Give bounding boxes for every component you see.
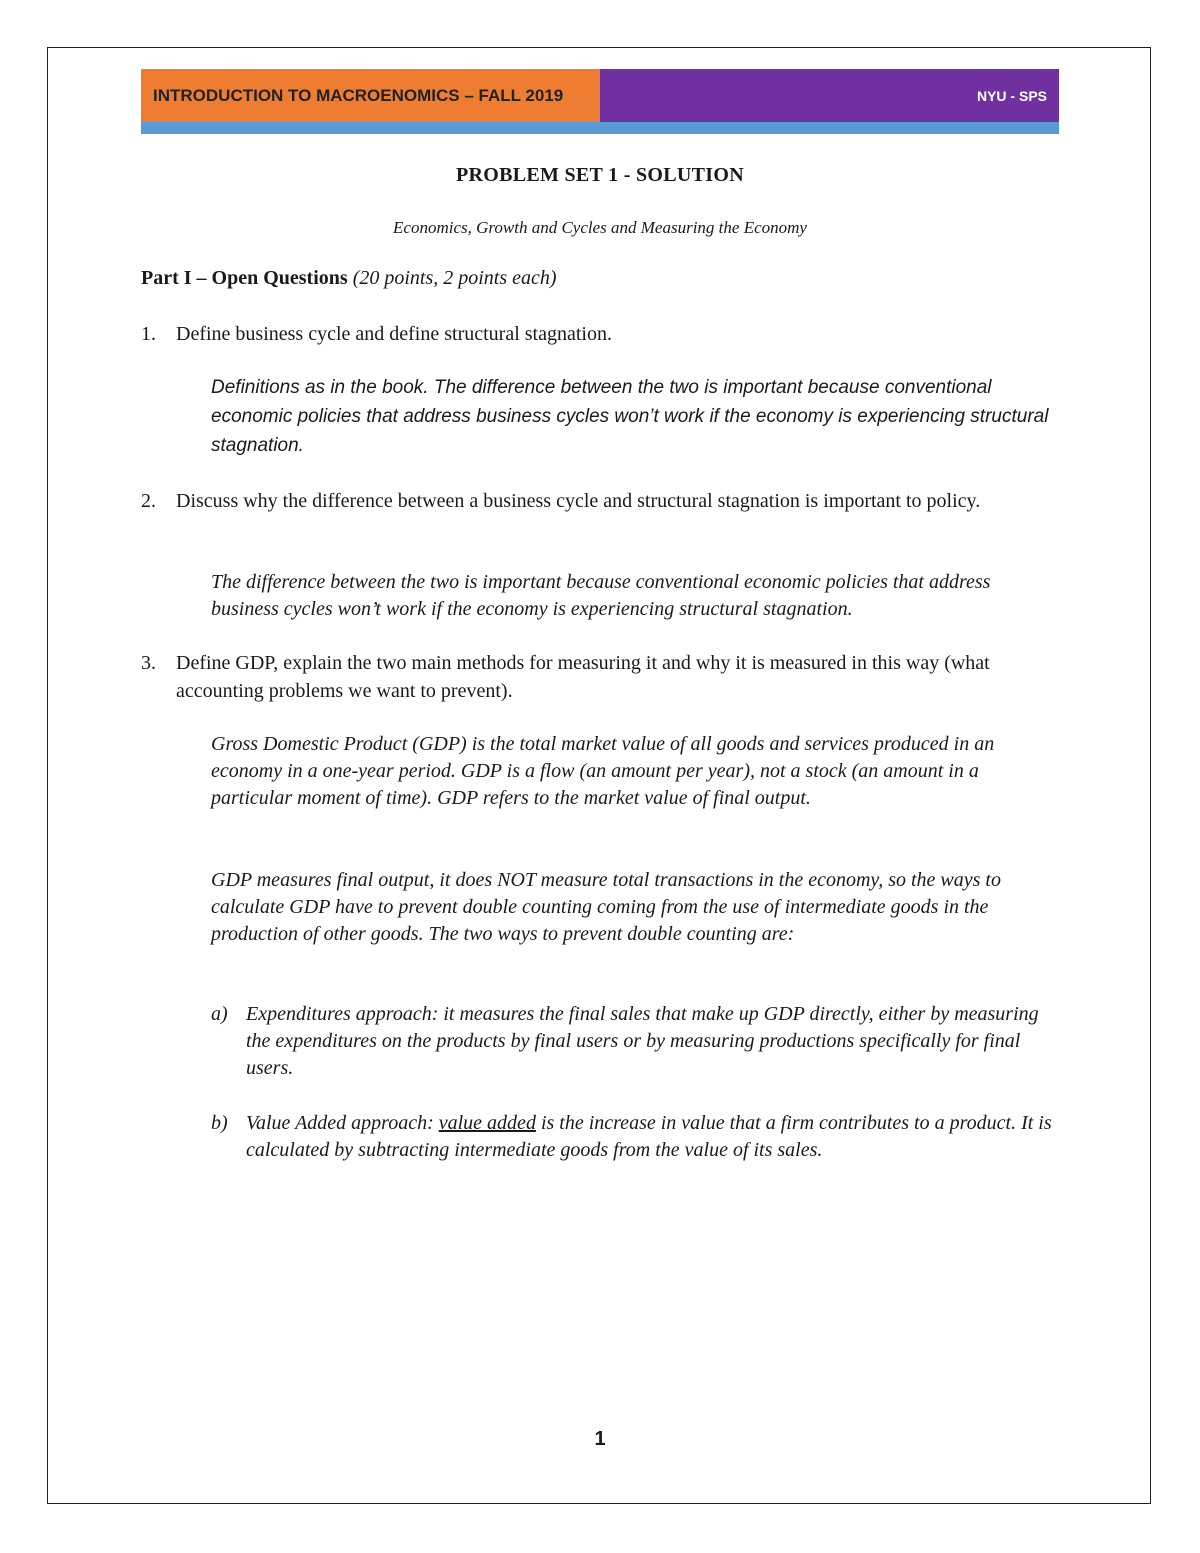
value-added-term: value added [438,1112,536,1134]
part-heading [141,267,557,290]
question-number: 1. [141,323,156,345]
list-item-b [211,1110,1061,1164]
school-name: NYU - SPS [600,69,1059,122]
question-text: Define business cycle and define structural stagnation. [176,323,612,345]
header-band [141,69,1059,122]
value-added-definition: is the increase in value that a firm contributes to a product. It is calculated by subtracting intermediate goods from the value of its sales. [246,1112,1052,1161]
course-title: INTRODUCTION TO MACROENOMICS – FALL 2019 [141,69,600,122]
question-text: Discuss why the difference between a business cycle and structural stagnation is important to policy. [176,490,981,512]
question-text: Define GDP, explain the two main methods for measuring it and why it is measured in this way (what accounting problems we want to prevent). [176,652,990,702]
answer-2: The difference between the two is important because conventional economic policies that address business cycles won’t work if the economy is experiencing structural stagnation. [211,571,991,620]
list-item-a [211,1001,1061,1082]
question-number: 3. [141,652,156,674]
answer-3-paragraph-1: Gross Domestic Product (GDP) is the total market value of all goods and services produced in an economy in a one-year period. GDP is a flow (an amount per year), not a stock (an amount in a particular moment of time). GDP refers to the market value of final output. [211,733,995,809]
list-item-text [246,1110,1061,1164]
part-heading-points: (20 points, 2 points each) [352,267,557,289]
page-number: 1 [594,1428,606,1450]
answer-1: Definitions as in the book. The difference between the two is important because conventional economic policies that address business cycles won’t work if the economy is experiencing structural stagnation. [211,377,1049,456]
question-3 [141,649,1061,705]
value-added-approach-label: Value Added approach: [246,1112,439,1134]
document-subtitle: Economics, Growth and Cycles and Measuring the Economy [393,218,807,237]
question-1 [141,320,1061,348]
list-item-text: Expenditures approach: it measures the final sales that make up GDP directly, either by measuring the expenditures on the products by final users or by measuring productions specifically for final users. [246,1003,1039,1079]
list-item-label: a) [211,1003,228,1025]
document-title: PROBLEM SET 1 - SOLUTION [455,164,744,186]
answer-3-paragraph-2: GDP measures final output, it does NOT measure total transactions in the economy, so the ways to calculate GDP have to prevent double counting coming from the use of intermediate goods in the production of other goods. The two ways to prevent double counting are: [211,869,1001,945]
part-heading-label: Part I – Open Questions [141,267,348,289]
header-underline [141,122,1059,134]
list-item-label: b) [211,1112,228,1134]
question-2 [141,487,1061,515]
question-number: 2. [141,490,156,512]
